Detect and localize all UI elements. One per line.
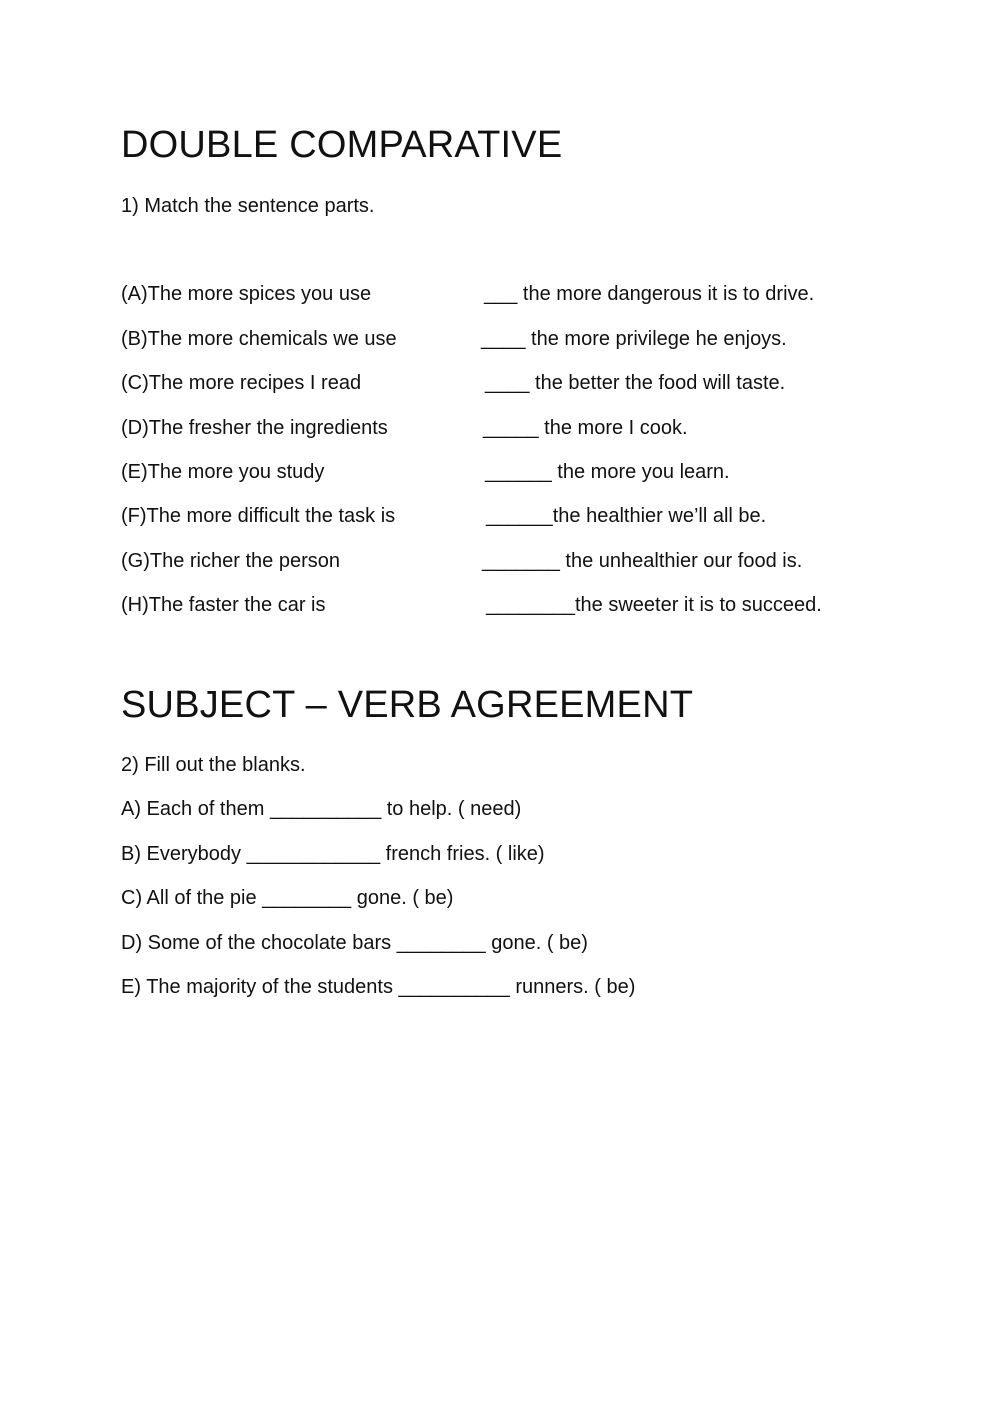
match-left-d: (D)The fresher the ingredients <box>121 417 388 439</box>
match-left-b: (B)The more chemicals we use <box>121 328 397 350</box>
fill-blank-item-b: B) Everybody ____________ french fries. ( like) <box>121 843 545 865</box>
fill-blank-item-d: D) Some of the chocolate bars ________ gone. ( be) <box>121 932 588 954</box>
match-right-7: _______ the unhealthier our food is. <box>482 550 803 572</box>
section1-instruction: 1) Match the sentence parts. <box>121 195 375 217</box>
match-right-1: ___ the more dangerous it is to drive. <box>484 283 815 305</box>
section2-instruction: 2) Fill out the blanks. <box>121 754 306 776</box>
match-right-2: ____ the more privilege he enjoys. <box>481 328 787 350</box>
match-right-5: ______ the more you learn. <box>485 461 730 483</box>
match-right-6: ______the healthier we’ll all be. <box>486 505 767 527</box>
match-left-f: (F)The more difficult the task is <box>121 505 396 527</box>
section1-title: DOUBLE COMPARATIVE <box>121 124 563 166</box>
match-left-e: (E)The more you study <box>121 461 325 483</box>
match-left-g: (G)The richer the person <box>121 550 340 572</box>
fill-blank-item-e: E) The majority of the students __________ runners. ( be) <box>121 976 636 998</box>
fill-blank-item-c: C) All of the pie ________ gone. ( be) <box>121 887 454 909</box>
section2-title: SUBJECT – VERB AGREEMENT <box>121 684 694 726</box>
match-left-h: (H)The faster the car is <box>121 594 326 616</box>
match-right-3: ____ the better the food will taste. <box>485 372 786 394</box>
match-right-4: _____ the more I cook. <box>483 417 688 439</box>
match-right-8: ________the sweeter it is to succeed. <box>486 594 822 616</box>
match-left-a: (A)The more spices you use <box>121 283 372 305</box>
match-left-c: (C)The more recipes I read <box>121 372 362 394</box>
fill-blank-item-a: A) Each of them __________ to help. ( need) <box>121 798 522 820</box>
